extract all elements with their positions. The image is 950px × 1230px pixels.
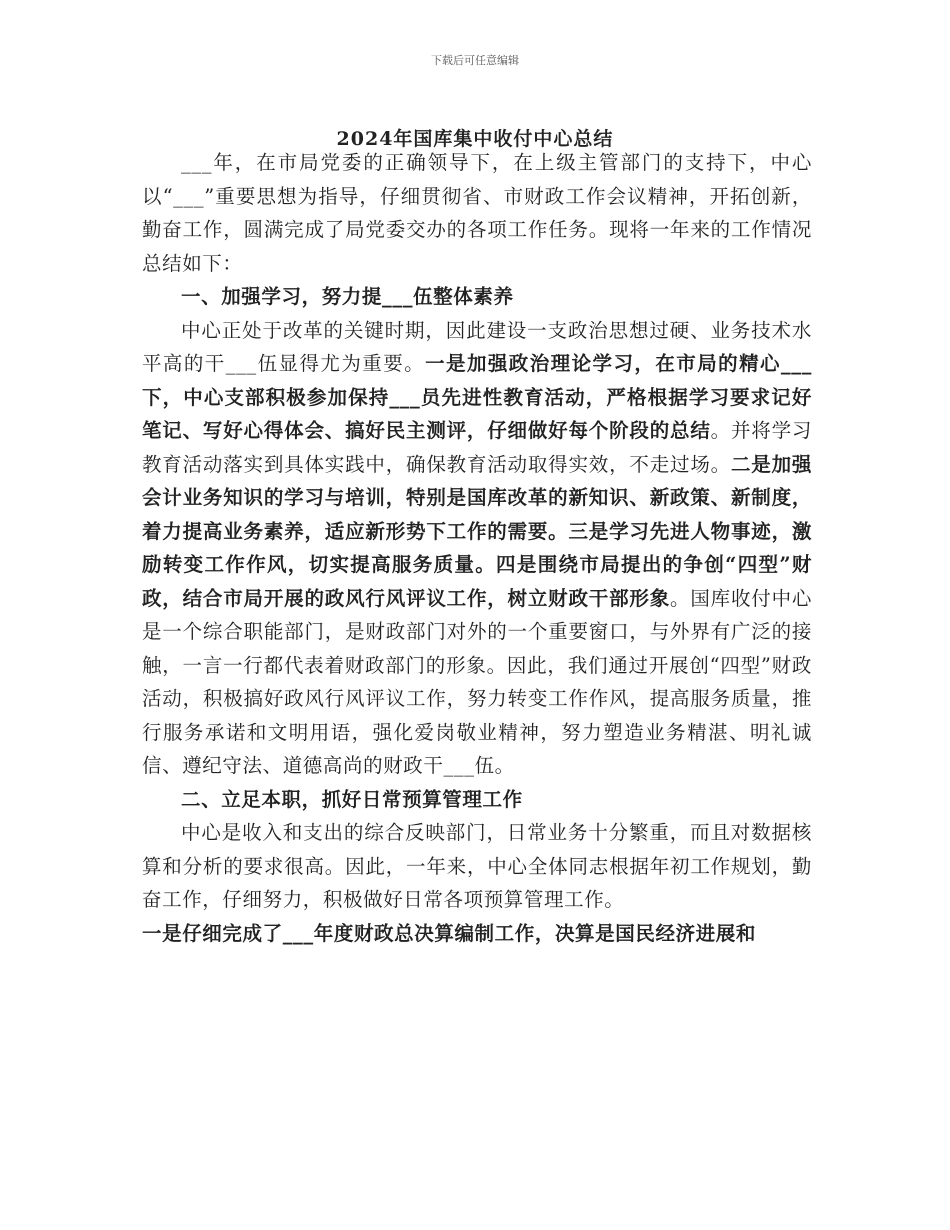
section-1-text-1: 中心正处于改革的关键时期，因此建设一支政治思想过硬、业务技术水平高的干___伍显得尤为重要。 [142,318,812,375]
section-1-text-3: 。国库收付中心是一个综合职能部门，是财政部门对外的一个重要窗口，与外界有广泛的接触，一言一行都代表着财政部门的形象。因此，我们通过开展创“四型”财政活动，积极搞好政风行风评议工作，努力转变工作作风，提高服务质量，推行服务承诺和文明用语，强化爱岗敬业精神，努力塑造业务精湛、明礼诚信、遵纪守法、道德高尚的财政干___伍。 [142,586,813,777]
section-2-heading: 二、立足本职，抓好日常预算管理工作 [181,787,523,811]
header-note: 下载后可任意编辑 [431,54,519,67]
section-2-bold-line: 一是仔细完成了___年度财政总决算编制工作，决算是国民经济进展和 [142,921,756,945]
document-title: 2024年国库集中收付中心总结 [336,128,614,150]
document-body [142,146,812,950]
section-1-text-2: 。并将学习教育活动落实到具体实践中，确保教育活动取得实效，不走过场。 [142,419,812,476]
intro-paragraph: ___年，在市局党委的正确领导下，在上级主管部门的支持下，中心以“___”重要思想为指导，仔细贯彻省、市财政工作会议精神，开拓创新，勤奋工作，圆满完成了局党委交办的各项工作任务。现将一年来的工作情况总结如下： [142,151,812,275]
section-2-paragraph: 中心是收入和支出的综合反映部门，日常业务十分繁重，而且对数据核算和分析的要求很高。因此，一年来，中心全体同志根据年初工作规划，勤奋工作，仔细努力，积极做好日常各项预算管理工作。 [142,821,812,911]
section-1-paragraph [142,314,812,783]
section-1-bold-1: 一是加强政治理论学习，在市局的精心___下，中心支部积极参加保持___员先进性教育活动，严格根据学习要求记好笔记、写好心得体会、搞好民主测评，仔细做好每个阶段的总结 [142,352,812,442]
section-1-bold-2: 二是加强会计业务知识的学习与培训，特别是国库改革的新知识、新政策、新制度，着力提高业务素养，适应新形势下工作的需要。三是学习先进人物事迹，激励转变工作作风，切实提高服务质量。四是围绕市局提出的争创“四型”财政，结合市局开展的政风行风评议工作，树立财政干部形象 [142,452,812,610]
section-1-heading: 一、加强学习，努力提___伍整体素养 [181,285,514,308]
